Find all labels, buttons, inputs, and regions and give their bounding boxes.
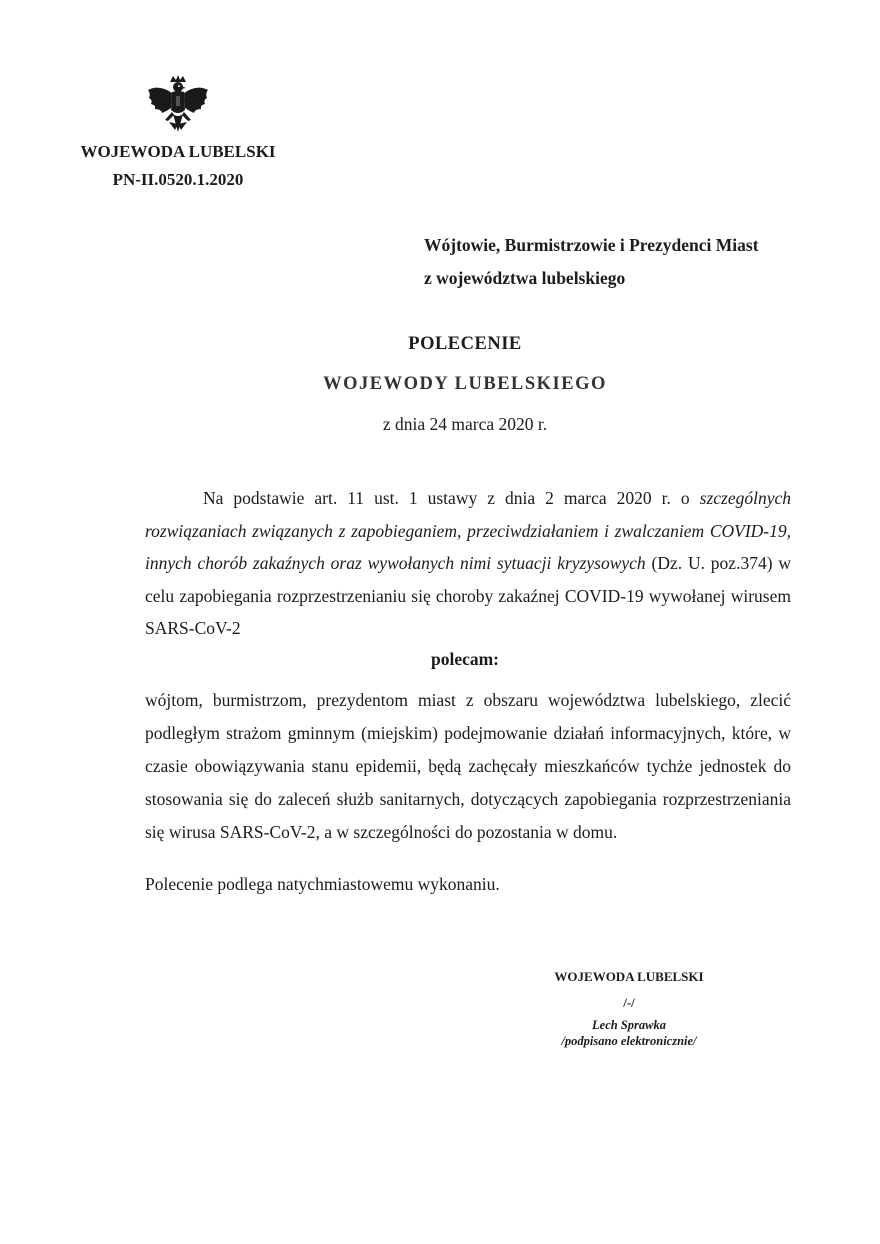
issuer-authority: WOJEWODA LUBELSKI bbox=[80, 142, 276, 161]
coat-of-arms-eagle-icon bbox=[145, 74, 211, 140]
reference-number: PN-II.0520.1.2020 bbox=[112, 170, 244, 189]
issuer-block bbox=[80, 138, 276, 194]
document-title: POLECENIE bbox=[408, 334, 522, 354]
directive-word: polecam: bbox=[430, 649, 500, 669]
legal-basis-rest: (Dz. U. poz.374) w celu zapobiegania rozprzestrzenianiu się choroby zakaźnej COVID-19 wywołanej wirusem SARS-CoV-2 bbox=[145, 553, 792, 638]
recipients-line-1: Wójtowie, Burmistrzowie i Prezydenci Miast bbox=[424, 235, 759, 255]
legal-basis-intro: Na podstawie art. 11 ust. 1 ustawy z dnia 2 marca 2020 r. o bbox=[203, 488, 690, 508]
signature-mark: /-/ bbox=[623, 995, 635, 1010]
signature-block bbox=[550, 965, 708, 1049]
document-subtitle: WOJEWODY LUBELSKIEGO bbox=[323, 374, 607, 394]
legal-basis-paragraph bbox=[145, 482, 791, 645]
signatory-name: Lech Sprawka bbox=[592, 1018, 666, 1032]
recipients-line-2: z województwa lubelskiego bbox=[424, 268, 626, 288]
directive-body: wójtom, burmistrzom, prezydentom miast z obszaru województwa lubelskiego, zlecić podległym strażom gminnym (miejskim) podejmowanie działań informacyjnych, które, w czasie obowiązywania stanu epidemii, będą zachęcały mieszkańców tychże jednostek do stosowania się do zaleceń służb sanitarnych, dotyczących zapobiegania rozprzestrzeniania się wirusa SARS-CoV-2, a w szczególności do pozostania w domu. bbox=[145, 690, 791, 842]
signature-title: WOJEWODA LUBELSKI bbox=[554, 969, 704, 984]
closing-statement: Polecenie podlega natychmiastowemu wykonaniu. bbox=[145, 874, 500, 894]
act-title: szczególnych rozwiązaniach związanych z zapobieganiem, przeciwdziałaniem i zwalczaniem COVID-19, innych chorób zakaźnych oraz wywołanych nimi sytuacji kryzysowych bbox=[145, 488, 792, 573]
signature-note: /podpisano elektronicznie/ bbox=[561, 1034, 697, 1048]
document-date: z dnia 24 marca 2020 r. bbox=[382, 414, 548, 434]
recipients-block bbox=[424, 229, 759, 295]
